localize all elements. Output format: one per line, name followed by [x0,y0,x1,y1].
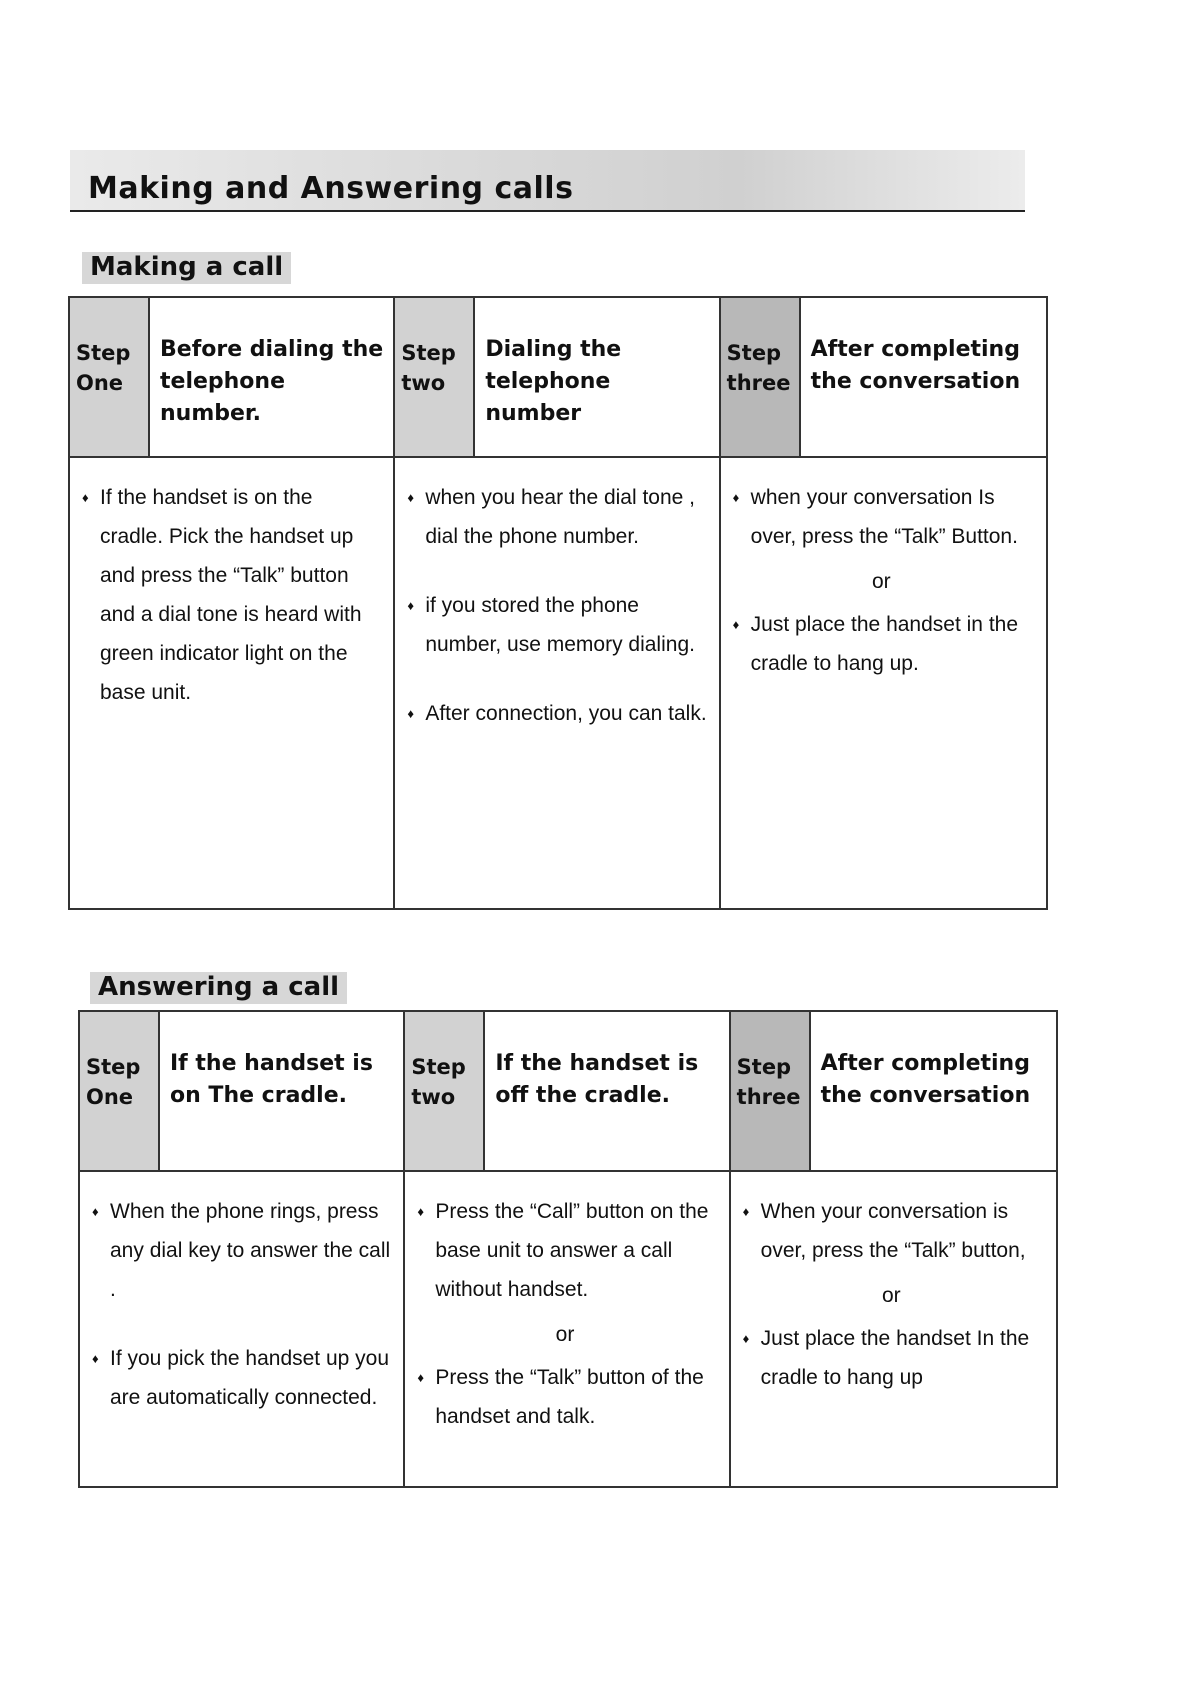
answering-call-table [78,1010,1058,1488]
step-title: Dialing the telephone number [485,337,622,426]
step-header [721,298,1046,458]
instruction-item: ♦ If the handset is on the cradle. Pick the handset up and press the “Talk” button and a dial tone is heard with green indicator light on the base unit. [78,478,381,712]
step-header [80,1012,403,1172]
page-title-text: Making and Answering calls [88,171,574,206]
answering-step-one [80,1012,405,1486]
making-step-three [721,298,1046,908]
page-title [70,150,1025,212]
step-title: If the handset is off the cradle. [495,1051,699,1108]
instruction-item: ♦ if you stored the phone number, use memory dialing. [403,586,706,664]
step-title: After completing the conversation [820,1051,1031,1108]
making-step-one [70,298,395,908]
step-label: Step One [80,1012,160,1170]
step-header [70,298,393,458]
instruction-item: ♦ When the phone rings, press any dial key to answer the call . [88,1192,391,1309]
step-header [395,298,718,458]
or-separator: or [881,1284,901,1307]
step-body [80,1172,403,1447]
step-label: Step three [721,298,801,456]
step-label: Step two [395,298,475,456]
step-body [405,1172,728,1466]
making-call-table [68,296,1048,910]
step-title: Before dialing the telephone number. [160,337,384,426]
instruction-item: ♦ Press the “Talk” button of the handset and talk. [413,1358,716,1436]
step-label: Step two [405,1012,485,1170]
instruction-item: ♦ If you pick the handset up you are automatically connected. [88,1339,391,1417]
instruction-item: ♦ when your conversation Is over, press the “Talk” Button. [729,478,1034,556]
step-label: Step three [731,1012,811,1170]
instruction-item: ♦ when you hear the dial tone , dial the phone number. [403,478,706,556]
step-body [731,1172,1056,1427]
step-header [405,1012,728,1172]
answering-step-three [731,1012,1056,1486]
instruction-item: ♦ Just place the handset in the cradle to hang up. [729,605,1034,683]
or-separator: or [555,1323,575,1346]
instruction-item: ♦ After connection, you can talk. [403,694,706,733]
step-header [731,1012,1056,1172]
instruction-item: ♦ Press the “Call” button on the base unit to answer a call without handset. [413,1192,716,1309]
step-body [395,458,718,763]
step-body [70,458,393,742]
instruction-item: ♦ When your conversation is over, press the “Talk” button, [739,1192,1044,1270]
or-separator: or [871,570,891,593]
step-title: After completing the conversation [810,337,1021,394]
making-step-two [395,298,720,908]
step-label: Step One [70,298,150,456]
step-body [721,458,1046,713]
answering-call-heading: Answering a call [90,972,347,1004]
step-title: If the handset is on The cradle. [170,1051,373,1108]
answering-step-two [405,1012,730,1486]
making-call-heading: Making a call [82,252,291,284]
instruction-item: ♦ Just place the handset In the cradle to hang up [739,1319,1044,1397]
